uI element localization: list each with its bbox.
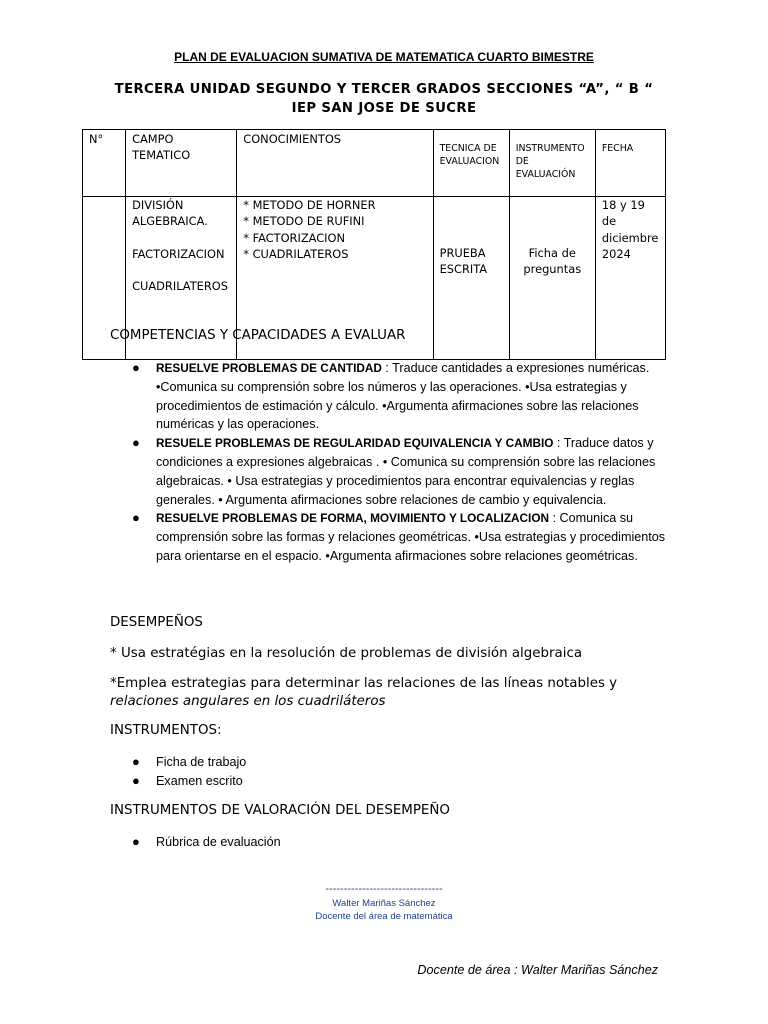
header-tecnica xyxy=(433,130,509,197)
header-fecha: FECHA xyxy=(595,130,665,197)
header-campo-line1: CAMPO xyxy=(132,132,174,146)
fecha-line: de xyxy=(601,214,617,229)
competencias-list xyxy=(110,359,670,566)
desempeno-item: * Usa estratégias en la resolución de problemas de división algebraica xyxy=(110,646,583,661)
list-item xyxy=(110,359,670,434)
campo-line: DIVISIÓN xyxy=(132,198,184,212)
cell-fecha xyxy=(595,197,665,360)
evaluation-plan-table xyxy=(82,129,666,360)
header-campo-tematico xyxy=(126,130,237,197)
competencia-text: : Comunica su comprensión sobre las formas y relaciones geométricas. •Usa estrategias y procedimientos para orientarse en el espacio. •Argumenta afirmaciones sobre relaciones geométricas. xyxy=(156,511,666,563)
fecha-line: 2024 xyxy=(601,247,631,262)
list-item xyxy=(110,753,670,772)
conocimiento-item: * METODO DE HORNER xyxy=(243,198,376,212)
tecnica-line: PRUEBA xyxy=(439,246,486,260)
campo-line: CUADRILATEROS xyxy=(132,279,228,294)
signature-name: Walter Mariñas Sánchez xyxy=(332,898,436,909)
campo-line: FACTORIZACION xyxy=(132,246,225,261)
bullet-icon: ● xyxy=(132,510,140,526)
tecnica-line: ESCRITA xyxy=(439,262,488,277)
cell-instrumento xyxy=(509,197,595,360)
competencia-title: RESUELVE PROBLEMAS DE CANTIDAD xyxy=(156,361,382,375)
competencia-text: : Traduce datos y condiciones a expresiones algebraicas . • Comunica su comprensión sobre las relaciones algebraicas. • Usa estrategias y procedimientos para encontrar equivalencias y reglas generales. • Argumenta afirmaciones sobre relaciones de cambio y equivalencia. xyxy=(156,436,656,507)
instrumento-text: Examen escrito xyxy=(156,773,243,788)
competencias-heading: COMPETENCIAS Y CAPACIDADES A EVALUAR xyxy=(110,328,406,343)
signature-line: -------------------------------- xyxy=(325,883,443,895)
fecha-line: 18 y 19 xyxy=(601,198,645,212)
header-instrumento-line1: INSTRUMENTO xyxy=(515,143,585,154)
bullet-icon: ● xyxy=(132,772,140,788)
document-title: PLAN DE EVALUACION SUMATIVA DE MATEMATICA CUARTO BIMESTRE xyxy=(174,50,594,64)
list-item xyxy=(110,434,670,509)
instrumento-text: Ficha de trabajo xyxy=(156,755,247,769)
desempeno-line: *Emplea estrategias para determinar las relaciones de las líneas notables y xyxy=(110,676,618,691)
conocimiento-item: * METODO DE RUFINI xyxy=(243,214,365,229)
instrumentos-heading: INSTRUMENTOS: xyxy=(110,723,222,738)
header-instrumento-line3: EVALUACIÓN xyxy=(515,169,576,180)
competencia-text: : Traduce cantidades a expresiones numéricas. •Comunica su comprensión sobre los números y las operaciones. •Usa estrategias y procedimientos de estimación y cálculo. •Argumenta afirmaciones sobre las relaciones numéricas y las operaciones. xyxy=(156,361,650,432)
list-item xyxy=(110,509,670,565)
header-instrumento xyxy=(509,130,595,197)
desempenos-heading: DESEMPEÑOS xyxy=(110,615,203,630)
desempeno-item xyxy=(110,675,670,711)
cell-tecnica xyxy=(433,197,509,360)
instrumento-line: preguntas xyxy=(523,262,582,277)
list-item xyxy=(110,833,670,852)
signature-role: Docente del área de matemática xyxy=(315,911,453,922)
bullet-icon: ● xyxy=(132,435,140,451)
header-tecnica-line2: EVALUACION xyxy=(439,156,500,167)
conocimiento-item: * FACTORIZACION xyxy=(243,230,346,245)
header-conocimientos: CONOCIMIENTOS xyxy=(237,130,433,197)
document-subtitle: TERCERA UNIDAD SEGUNDO Y TERCER GRADOS SECCIONES “A”, “ B “ IEP SAN JOSE DE SUCRE xyxy=(114,82,654,116)
bullet-icon: ● xyxy=(132,834,140,849)
campo-line: ALGEBRAICA. xyxy=(132,214,208,229)
header-campo-line2: TEMATICO xyxy=(132,148,191,162)
instrumento-line: Ficha de xyxy=(528,246,576,260)
valoracion-list xyxy=(110,833,670,852)
competencia-title: RESUELVE PROBLEMAS DE FORMA, MOVIMIENTO Y LOCALIZACION xyxy=(156,511,550,526)
valoracion-heading: INSTRUMENTOS DE VALORACIÓN DEL DESEMPEÑO xyxy=(110,803,450,818)
fecha-line: diciembre xyxy=(601,230,659,245)
conocimiento-item: * CUADRILATEROS xyxy=(243,247,349,262)
header-no: N° xyxy=(83,130,126,197)
competencia-title: RESUELE PROBLEMAS DE REGULARIDAD EQUIVALENCIA Y CAMBIO xyxy=(156,436,554,451)
bullet-icon: ● xyxy=(132,360,140,375)
table-header-row xyxy=(83,130,666,197)
footer-docente: Docente de área : Walter Mariñas Sánchez xyxy=(417,963,658,977)
header-tecnica-line1: TECNICA DE xyxy=(439,143,497,154)
list-item xyxy=(110,772,670,791)
header-instrumento-line2: DE xyxy=(515,156,529,167)
instrumentos-list xyxy=(110,753,670,791)
desempeno-line-italic: relaciones angulares en los cuadriláteros xyxy=(110,694,386,709)
bullet-icon: ● xyxy=(132,754,140,769)
valoracion-text: Rúbrica de evaluación xyxy=(156,835,281,849)
